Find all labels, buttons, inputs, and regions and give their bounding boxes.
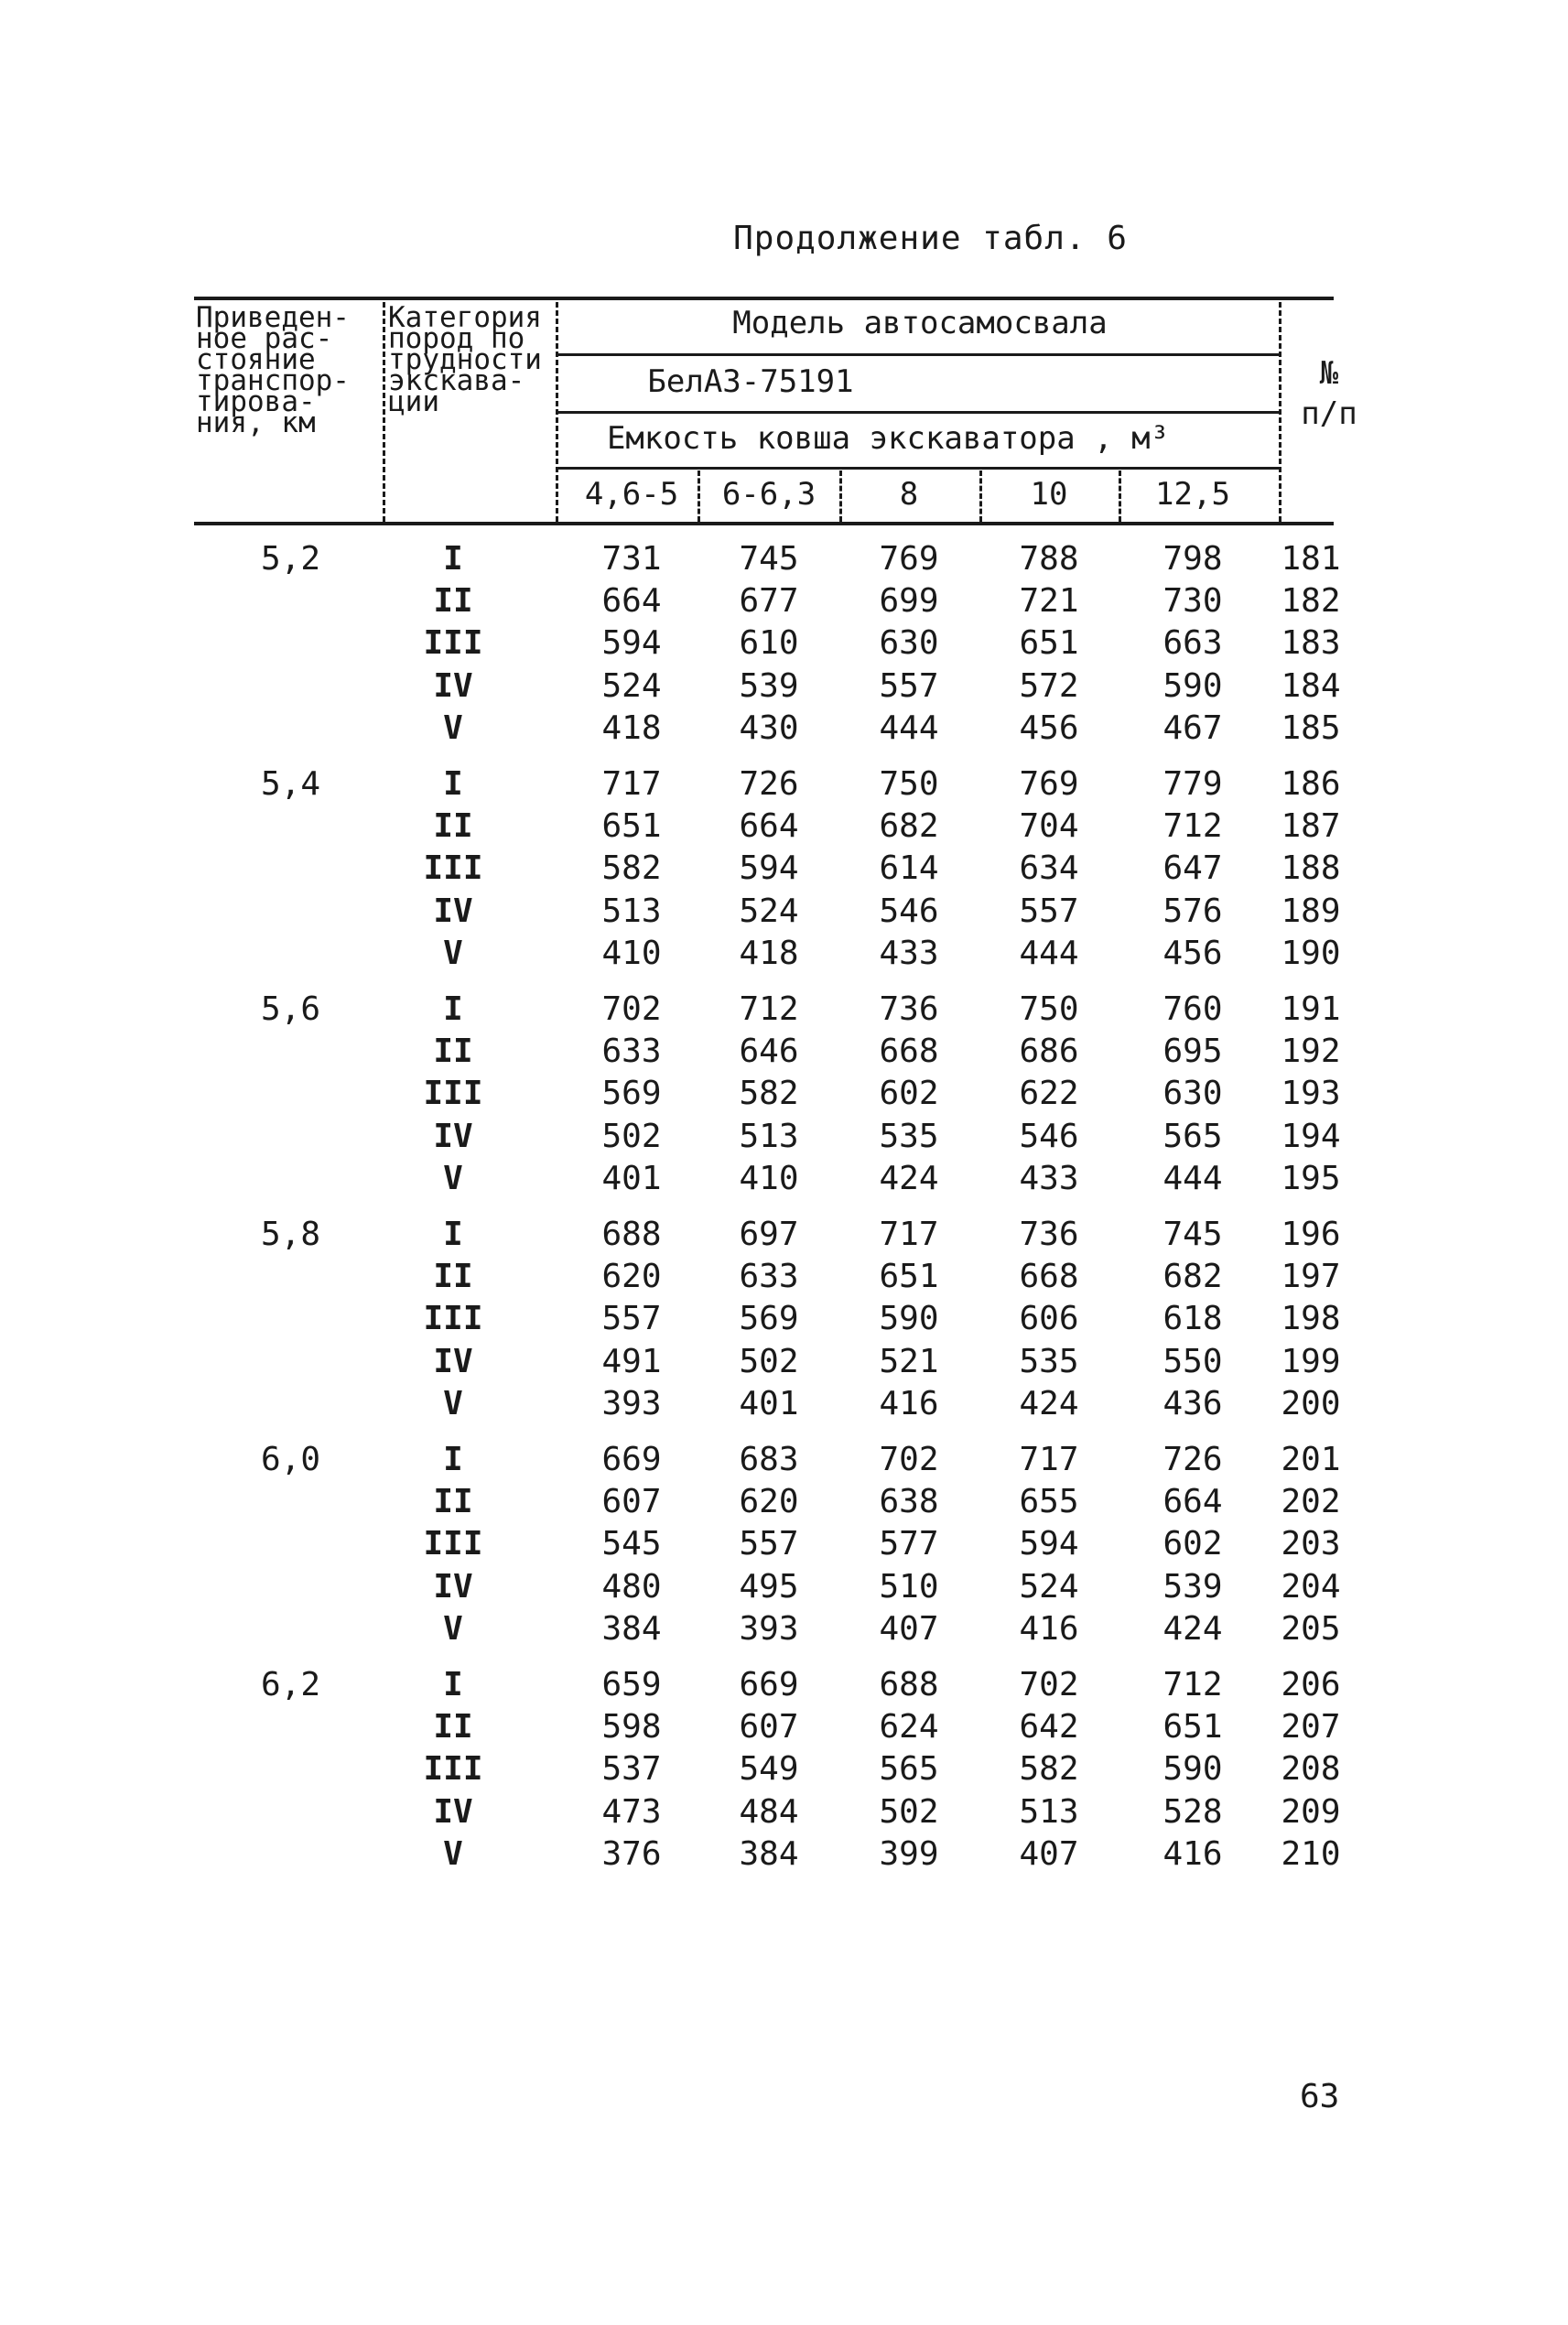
- truck-model: БелАЗ-75191: [647, 363, 854, 400]
- table-cell: 546: [879, 892, 939, 930]
- distance-value: 6,2: [260, 1666, 320, 1703]
- row-number: 195: [1281, 1159, 1341, 1197]
- table-cell: 513: [601, 892, 662, 930]
- category-value: II: [433, 807, 473, 846]
- table-cell: 569: [601, 1075, 662, 1113]
- row-number: 192: [1281, 1033, 1341, 1071]
- distance-value: 5,6: [260, 990, 320, 1028]
- table-cell: 699: [879, 582, 939, 621]
- category-header: Категория пород по трудности экскава- ции: [388, 301, 542, 418]
- table-cell: 393: [739, 1609, 799, 1648]
- table-cell: 677: [739, 582, 799, 621]
- table-top-rule: [194, 297, 1334, 300]
- table-cell: 697: [739, 1216, 799, 1253]
- table-cell: 607: [601, 1483, 662, 1521]
- category-value: V: [443, 708, 463, 747]
- model-header: Модель автосамосвала: [732, 305, 1108, 341]
- table-cell: 549: [739, 1750, 799, 1789]
- table-cell: 633: [601, 1033, 662, 1071]
- table-cell: 557: [879, 666, 939, 705]
- table-cell: 546: [1019, 1117, 1079, 1155]
- table-cell: 424: [1162, 1609, 1223, 1648]
- table-cell: 557: [739, 1525, 799, 1563]
- table-cell: 582: [601, 849, 662, 888]
- table-cell: 618: [1162, 1300, 1223, 1338]
- category-value: V: [443, 1384, 463, 1422]
- category-value: IV: [433, 1792, 473, 1831]
- distance-value: 6,0: [260, 1441, 320, 1478]
- table-cell: 651: [879, 1258, 939, 1296]
- table-cell: 393: [601, 1384, 662, 1422]
- table-cell: 647: [1162, 849, 1223, 888]
- row-number: 194: [1281, 1117, 1341, 1155]
- table-cell: 524: [739, 892, 799, 930]
- table-cell: 444: [1019, 934, 1079, 972]
- table-cell: 436: [1162, 1384, 1223, 1422]
- table-cell: 535: [879, 1117, 939, 1155]
- table-cell: 634: [1019, 849, 1079, 888]
- category-value: I: [443, 990, 463, 1028]
- row-number: 184: [1281, 666, 1341, 705]
- row-number: 191: [1281, 990, 1341, 1028]
- table-cell: 721: [1019, 582, 1079, 621]
- table-cell: 433: [1019, 1159, 1079, 1197]
- distance-value: 5,8: [260, 1216, 320, 1253]
- table-cell: 622: [1019, 1075, 1079, 1113]
- row-number: 183: [1281, 624, 1341, 663]
- table-cell: 607: [739, 1708, 799, 1746]
- table-cell: 384: [739, 1834, 799, 1873]
- table-cell: 565: [879, 1750, 939, 1789]
- page-number: 63: [1300, 2078, 1340, 2115]
- row-number: 185: [1281, 708, 1341, 747]
- category-value: II: [433, 1033, 473, 1071]
- header-separator: [979, 470, 982, 522]
- table-cell: 582: [739, 1075, 799, 1113]
- table-cell: 651: [1162, 1708, 1223, 1746]
- table-cell: 630: [1162, 1075, 1223, 1113]
- category-value: III: [423, 1750, 483, 1789]
- header-separator: [697, 470, 700, 522]
- table-cell: 669: [739, 1666, 799, 1703]
- capacity-header-cell: 4,6-5: [584, 476, 679, 513]
- table-cell: 582: [1019, 1750, 1079, 1789]
- truck-rule: [558, 411, 1281, 414]
- category-value: IV: [433, 892, 473, 930]
- category-value: IV: [433, 1117, 473, 1155]
- table-cell: 712: [739, 990, 799, 1028]
- table-cell: 424: [879, 1159, 939, 1197]
- number-header: № п/п: [1301, 355, 1357, 432]
- table-cell: 620: [739, 1483, 799, 1521]
- category-value: III: [423, 1075, 483, 1113]
- table-cell: 399: [879, 1834, 939, 1873]
- table-cell: 535: [1019, 1342, 1079, 1380]
- table-cell: 642: [1019, 1708, 1079, 1746]
- table-cell: 502: [601, 1117, 662, 1155]
- table-cell: 730: [1162, 582, 1223, 621]
- table-cell: 717: [601, 765, 662, 803]
- table-cell: 659: [601, 1666, 662, 1703]
- table-cell: 557: [1019, 892, 1079, 930]
- header-separator: [839, 470, 842, 522]
- row-number: 204: [1281, 1567, 1341, 1606]
- table-cell: 444: [879, 708, 939, 747]
- table-cell: 376: [601, 1834, 662, 1873]
- category-value: V: [443, 1159, 463, 1197]
- table-cell: 480: [601, 1567, 662, 1606]
- category-value: I: [443, 1216, 463, 1253]
- header-separator: [1119, 470, 1121, 522]
- header-bottom-rule: [194, 522, 1334, 525]
- table-cell: 598: [601, 1708, 662, 1746]
- table-cell: 418: [739, 934, 799, 972]
- table-cell: 524: [601, 666, 662, 705]
- table-cell: 614: [879, 849, 939, 888]
- bucket-rule: [558, 467, 1281, 470]
- table-cell: 669: [601, 1441, 662, 1478]
- table-cell: 602: [879, 1075, 939, 1113]
- table-cell: 646: [739, 1033, 799, 1071]
- row-number: 207: [1281, 1708, 1341, 1746]
- table-cell: 610: [739, 624, 799, 663]
- table-cell: 521: [879, 1342, 939, 1380]
- distance-header: Приведен- ное рас- стояние транспор- тирова- ния, км: [196, 301, 350, 439]
- table-cell: 484: [739, 1792, 799, 1831]
- table-cell: 651: [601, 807, 662, 846]
- row-number: 201: [1281, 1441, 1341, 1478]
- table-cell: 630: [879, 624, 939, 663]
- bucket-header: Емкость ковша экскаватора , м³: [606, 420, 1170, 457]
- table-cell: 712: [1162, 807, 1223, 846]
- table-cell: 668: [1019, 1258, 1079, 1296]
- table-cell: 686: [1019, 1033, 1079, 1071]
- category-value: IV: [433, 1567, 473, 1606]
- table-cell: 683: [739, 1441, 799, 1478]
- table-cell: 726: [739, 765, 799, 803]
- table-cell: 430: [739, 708, 799, 747]
- category-value: I: [443, 1666, 463, 1703]
- table-cell: 726: [1162, 1441, 1223, 1478]
- table-cell: 655: [1019, 1483, 1079, 1521]
- row-number: 197: [1281, 1258, 1341, 1296]
- table-cell: 495: [739, 1567, 799, 1606]
- table-cell: 750: [1019, 990, 1079, 1028]
- table-cell: 594: [739, 849, 799, 888]
- table-cell: 416: [879, 1384, 939, 1422]
- table-cell: 736: [879, 990, 939, 1028]
- table-cell: 590: [879, 1300, 939, 1338]
- category-value: II: [433, 1258, 473, 1296]
- table-cell: 682: [1162, 1258, 1223, 1296]
- table-cell: 539: [739, 666, 799, 705]
- table-cell: 663: [1162, 624, 1223, 663]
- table-cell: 651: [1019, 624, 1079, 663]
- category-value: I: [443, 1441, 463, 1478]
- category-value: II: [433, 582, 473, 621]
- table-cell: 502: [879, 1792, 939, 1831]
- table-cell: 760: [1162, 990, 1223, 1028]
- table-cell: 557: [601, 1300, 662, 1338]
- capacity-header-cell: 10: [1030, 476, 1068, 513]
- capacity-header-cell: 12,5: [1155, 476, 1230, 513]
- table-cell: 384: [601, 1609, 662, 1648]
- table-cell: 401: [601, 1159, 662, 1197]
- table-cell: 513: [1019, 1792, 1079, 1831]
- distance-value: 5,2: [260, 540, 320, 578]
- table-cell: 539: [1162, 1567, 1223, 1606]
- category-value: III: [423, 1525, 483, 1563]
- table-cell: 606: [1019, 1300, 1079, 1338]
- category-value: II: [433, 1708, 473, 1746]
- table-cell: 695: [1162, 1033, 1223, 1071]
- table-cell: 702: [879, 1441, 939, 1478]
- table-cell: 545: [601, 1525, 662, 1563]
- table-cell: 467: [1162, 708, 1223, 747]
- row-number: 198: [1281, 1300, 1341, 1338]
- capacity-header-cell: 6-6,3: [721, 476, 816, 513]
- table-cell: 410: [739, 1159, 799, 1197]
- table-cell: 401: [739, 1384, 799, 1422]
- header-separator: [383, 302, 385, 522]
- row-number: 203: [1281, 1525, 1341, 1563]
- table-cell: 418: [601, 708, 662, 747]
- category-value: I: [443, 765, 463, 803]
- row-number: 202: [1281, 1483, 1341, 1521]
- table-cell: 473: [601, 1792, 662, 1831]
- table-cell: 569: [739, 1300, 799, 1338]
- table-cell: 502: [739, 1342, 799, 1380]
- category-value: III: [423, 1300, 483, 1338]
- table-cell: 416: [1162, 1834, 1223, 1873]
- table-cell: 572: [1019, 666, 1079, 705]
- row-number: 208: [1281, 1750, 1341, 1789]
- table-cell: 510: [879, 1567, 939, 1606]
- category-value: IV: [433, 1342, 473, 1380]
- row-number: 186: [1281, 765, 1341, 803]
- table-cell: 424: [1019, 1384, 1079, 1422]
- table-cell: 731: [601, 540, 662, 578]
- table-cell: 590: [1162, 1750, 1223, 1789]
- row-number: 187: [1281, 807, 1341, 846]
- table-cell: 688: [601, 1216, 662, 1253]
- category-value: IV: [433, 666, 473, 705]
- table-cell: 433: [879, 934, 939, 972]
- row-number: 209: [1281, 1792, 1341, 1831]
- table-cell: 513: [739, 1117, 799, 1155]
- category-value: V: [443, 1834, 463, 1873]
- table-cell: 712: [1162, 1666, 1223, 1703]
- table-cell: 576: [1162, 892, 1223, 930]
- table-cell: 745: [1162, 1216, 1223, 1253]
- table-cell: 736: [1019, 1216, 1079, 1253]
- row-number: 196: [1281, 1216, 1341, 1253]
- header-separator: [556, 302, 558, 522]
- row-number: 199: [1281, 1342, 1341, 1380]
- row-number: 182: [1281, 582, 1341, 621]
- row-number: 181: [1281, 540, 1341, 578]
- row-number: 188: [1281, 849, 1341, 888]
- table-cell: 638: [879, 1483, 939, 1521]
- table-cell: 491: [601, 1342, 662, 1380]
- category-value: V: [443, 934, 463, 972]
- table-cell: 594: [601, 624, 662, 663]
- row-number: 210: [1281, 1834, 1341, 1873]
- table-cell: 750: [879, 765, 939, 803]
- capacity-header-cell: 8: [899, 476, 919, 513]
- row-number: 190: [1281, 934, 1341, 972]
- table-cell: 668: [879, 1033, 939, 1071]
- category-value: II: [433, 1483, 473, 1521]
- table-cell: 410: [601, 934, 662, 972]
- table-cell: 702: [1019, 1666, 1079, 1703]
- table-cell: 590: [1162, 666, 1223, 705]
- table-cell: 624: [879, 1708, 939, 1746]
- row-number: 205: [1281, 1609, 1341, 1648]
- table-cell: 798: [1162, 540, 1223, 578]
- table-caption: Продолжение табл. 6: [733, 220, 1128, 257]
- table-cell: 407: [1019, 1834, 1079, 1873]
- table-cell: 788: [1019, 540, 1079, 578]
- table-cell: 577: [879, 1525, 939, 1563]
- table-cell: 633: [739, 1258, 799, 1296]
- table-cell: 456: [1019, 708, 1079, 747]
- table-cell: 688: [879, 1666, 939, 1703]
- category-value: III: [423, 849, 483, 888]
- table-cell: 537: [601, 1750, 662, 1789]
- table-cell: 444: [1162, 1159, 1223, 1197]
- table-cell: 769: [879, 540, 939, 578]
- row-number: 189: [1281, 892, 1341, 930]
- table-cell: 702: [601, 990, 662, 1028]
- row-number: 193: [1281, 1075, 1341, 1113]
- table-cell: 524: [1019, 1567, 1079, 1606]
- table-cell: 594: [1019, 1525, 1079, 1563]
- table-cell: 416: [1019, 1609, 1079, 1648]
- row-number: 206: [1281, 1666, 1341, 1703]
- row-number: 200: [1281, 1384, 1341, 1422]
- table-cell: 704: [1019, 807, 1079, 846]
- distance-value: 5,4: [260, 765, 320, 803]
- table-cell: 664: [739, 807, 799, 846]
- table-cell: 602: [1162, 1525, 1223, 1563]
- table-cell: 769: [1019, 765, 1079, 803]
- table-cell: 717: [1019, 1441, 1079, 1478]
- table-cell: 779: [1162, 765, 1223, 803]
- category-value: I: [443, 540, 463, 578]
- table-cell: 565: [1162, 1117, 1223, 1155]
- category-value: III: [423, 624, 483, 663]
- table-cell: 717: [879, 1216, 939, 1253]
- table-cell: 407: [879, 1609, 939, 1648]
- model-rule: [558, 353, 1281, 356]
- table-cell: 528: [1162, 1792, 1223, 1831]
- header-separator: [1279, 302, 1281, 522]
- table-cell: 620: [601, 1258, 662, 1296]
- table-cell: 550: [1162, 1342, 1223, 1380]
- category-value: V: [443, 1609, 463, 1648]
- table-cell: 682: [879, 807, 939, 846]
- table-cell: 664: [1162, 1483, 1223, 1521]
- table-cell: 664: [601, 582, 662, 621]
- table-cell: 745: [739, 540, 799, 578]
- table-cell: 456: [1162, 934, 1223, 972]
